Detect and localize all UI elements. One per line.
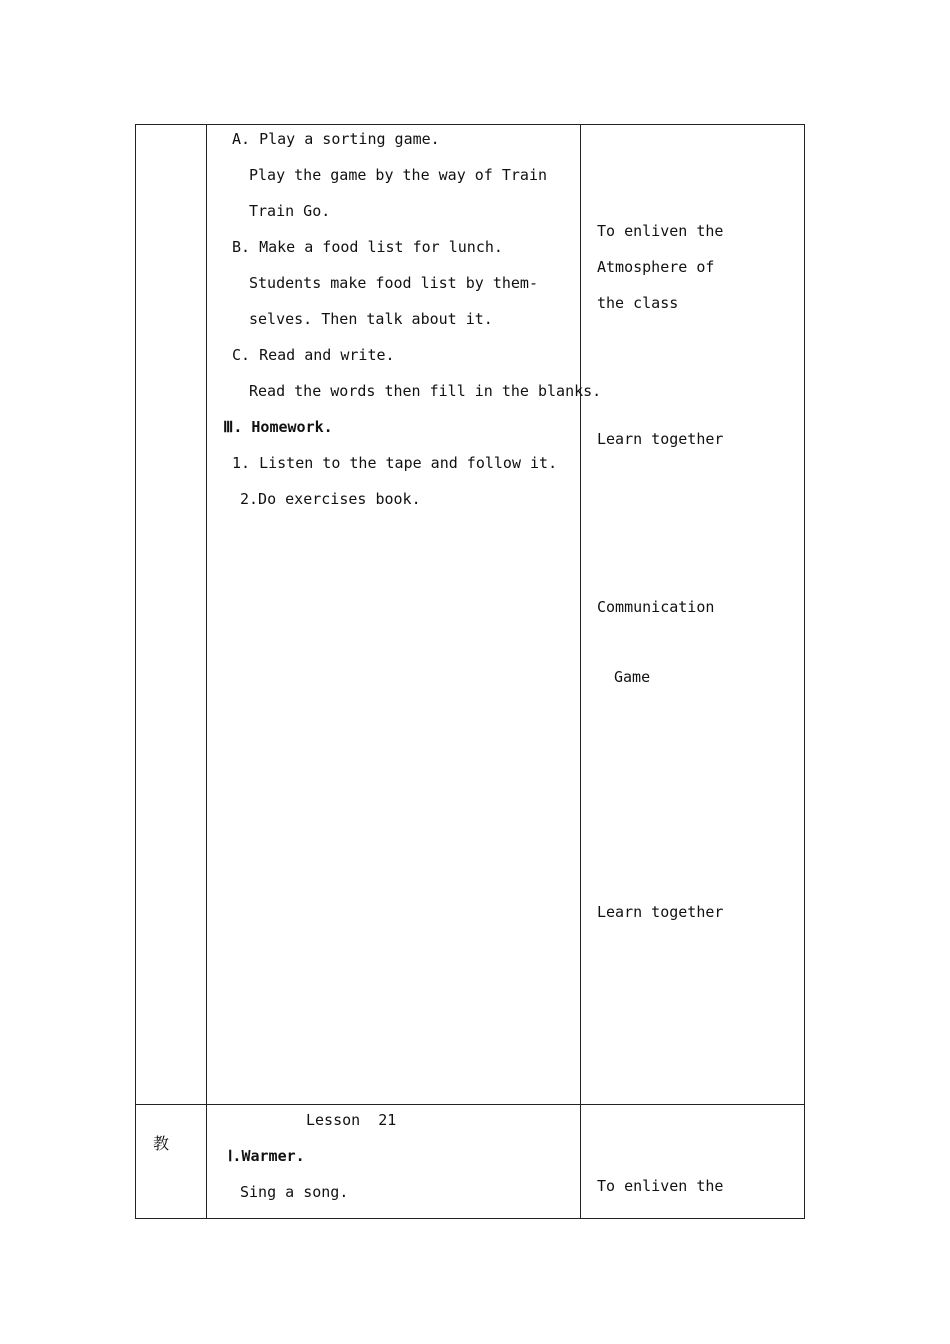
table-border-bottom — [135, 1218, 805, 1219]
warmer-description: Sing a song. — [240, 1183, 349, 1201]
step-b-label: B. Make a food list for lunch. — [232, 238, 503, 256]
homework-item-1: 1. Listen to the tape and follow it. — [232, 454, 558, 472]
step-a-description-2: Train Go. — [249, 202, 331, 220]
step-a-label: A. Play a sorting game. — [232, 130, 440, 148]
lesson-title: Lesson 21 — [306, 1111, 397, 1129]
warmer-heading: Ⅰ.Warmer. — [228, 1147, 305, 1165]
homework-item-2: 2.Do exercises book. — [240, 490, 421, 508]
purpose-note-row2: To enliven the — [597, 1177, 724, 1195]
purpose-note-2: Learn together — [597, 430, 724, 448]
step-b-description-2: selves. Then talk about it. — [249, 310, 493, 328]
step-c-label: C. Read and write. — [232, 346, 395, 364]
homework-heading: Ⅲ. Homework. — [223, 418, 333, 436]
row-label: 教 — [153, 1134, 170, 1153]
purpose-note-1-line-3: the class — [597, 294, 679, 312]
table-column-divider-2 — [580, 124, 581, 1219]
purpose-note-5: Learn together — [597, 903, 724, 921]
table-row-divider — [135, 1104, 805, 1105]
step-b-description-1: Students make food list by them- — [249, 274, 538, 292]
purpose-note-1-line-1: To enliven the — [597, 222, 724, 240]
purpose-note-1-line-2: Atmosphere of — [597, 258, 715, 276]
purpose-note-4: Game — [614, 668, 651, 686]
purpose-note-3: Communication — [597, 598, 715, 616]
step-c-description: Read the words then fill in the blanks. — [249, 382, 602, 400]
table-border-top — [135, 124, 805, 125]
table-border-right — [804, 124, 805, 1219]
table-column-divider-1 — [206, 124, 207, 1219]
table-border-left — [135, 124, 136, 1219]
step-a-description-1: Play the game by the way of Train — [249, 166, 548, 184]
